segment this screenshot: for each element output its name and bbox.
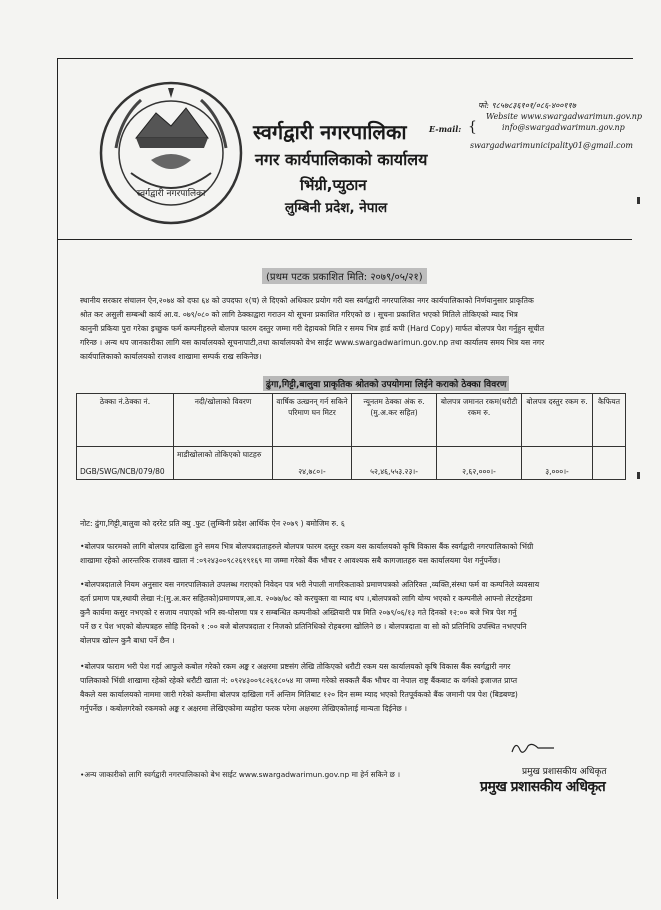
para-line: पर्ने छ र पेश भएको बोल्पत्रहरु सोहि दिनको १ :०० बजे बोलपत्रदाता र निजको प्रतिनिधिको रोहबरमा खोलिने छ । बोलपत्रदाता वा सो को प्रतिनिधि उपस्थित नभएपनि (80, 622, 527, 631)
publication-date: (प्रथम पटक प्रकाशित मिति: २०७९/०५/२१) (262, 268, 427, 284)
edge-mark (637, 472, 640, 479)
table-header-row (77, 394, 626, 447)
bid-form-paragraph (80, 540, 622, 568)
header-divider (57, 239, 632, 240)
para-line: बोलपत्र खोल्न कुनै बाधा पर्ने छैन । (80, 636, 175, 645)
para-line: पालिकाको भिंग्री शाखामा रहेको रहेको धरौटी खाता नं: ०९२४३००९८२६१८०५४ मा जम्मा गरेको सक्कलै बैंक भौचर वा नेपाल राष्ट्र बैंकबाट क वर्गको इजाजत प्राप्त (80, 676, 518, 685)
col-header: ठेक्का नं.ठेक्का नं. (77, 394, 174, 447)
contract-table (76, 393, 626, 480)
email-label: E-mail: (429, 124, 462, 134)
email-brace: { (468, 119, 477, 135)
para-line: दर्ता प्रमाण पत्र,स्थायी लेखा नं:(मु.अ.कर सहितको)प्रमाणपत्र,आ.व. २०७७/७८ को करचुक्ता वा म्याद थप ।,बोलपत्रको लागि योग्य भएको र कम्पनीले आफ्नो लेटरहेडमा (80, 594, 533, 603)
col-header: बोलपत्र दस्तुर रकम रु. (522, 394, 593, 447)
para-line: •बोलपत्रदाताले नियम अनुसार यस नगरपालिकाले उपलब्ध गराएको निवेदन पत्र भरी नेपाली नागरिकताको प्रमाणपत्रको अतिरिक्त ,व्यक्ति,संस्था फर्म वा कम्पनिले व्यवसाय (80, 580, 540, 589)
office-name: नगर कार्यपालिकाको कार्यालय (255, 150, 428, 169)
para-line: •बोलपत्र फाराम भरी पेश गर्दा आफुले कबोल गरेको रकम अङ्क र अक्षरमा प्रष्टसंग लेखि तोकिएको धरौटी रकम यस कार्यालयको कृषि विकास बैंक स्वर्गद्वारी नगर (80, 662, 511, 671)
table-row (77, 447, 626, 480)
para-line: बैकले यस कार्यालयको नाममा जारी गरेको कम्तीमा बोलपत्र दाखिला गर्ने अन्तिम मितिबाट १२० दिन सम्म म्याद भएको रितपूर्वकको बैंक जमानी पत्र पेश (बिडबण्ड) (80, 690, 518, 699)
officer-stamp: प्रमुख प्रशासकीय अधिकृत (480, 779, 606, 795)
col-header: वार्षिक उत्खनन् गर्न सकिने परिमाण घन मिटर (273, 394, 352, 447)
intro-paragraph (80, 294, 622, 364)
para-line: कुनै कार्यमा कसुर नभएको र सजाय नपाएको भनि स्व-घोसणा पत्र र सम्बन्धित कम्पनीको अख्तियारी पत्र मिति २०७९/०६/१३ गते दिनको १२:०० बजे भित्र पेश गर्नु (80, 608, 517, 617)
col-header: नदी/खोलाको विवरण (174, 394, 273, 447)
deposit-paragraph (80, 660, 622, 716)
emblem-text: स्वर्गद्वारी नगरपालिका (136, 189, 206, 199)
intro-line: कानुनी प्रकिया पुरा गरेका इच्छुक फर्म कम्पनीहरुले बोलपत्र फारम दस्तुर जम्मा गरी देहायको मिति र समय भित्र हार्ड कपी (Hard Copy) मार्फत बोलपत्र पेश गर्नुहुन सूचीत (80, 324, 545, 333)
table-title: ढुंगा,गिट्टी,बालुवा प्राकृतिक श्रोतको उपयोगमा लिईने कराको ठेक्का विवरण (263, 376, 509, 391)
contact-email-1[interactable]: info@swargadwarimun.gov.np (502, 123, 625, 132)
para-line: •बोलपत्र फारमको लागि बोलपत्र दाखिला हुने समय भित्र बोलपत्रदाताहरुले बोलपत्र फारम दस्तुर रकम यस कार्यालयको कृषि विकास बैंक स्वर्गद्वारी नगरपालिकाको भिंग्री (80, 542, 534, 551)
table-cell: ३,०००।- (522, 447, 593, 480)
contact-website[interactable]: Website www.swargadwarimun.gov.np (486, 112, 643, 121)
table-cell: माडीखोलाको तोकिएको घाटहरु (174, 447, 273, 480)
contact-phone: फो: ९८५७८३६१०१/०८६-४००११७ (478, 101, 576, 110)
intro-line: श्रोत कर असुली सम्बन्धी कार्य आ.व. ०७९/०८० को लागि ठेक्काद्वारा गराउन यो सूचना प्रकाशित गरिएको छ । सूचना प्रकाशित भएको मितिले तोकिएको म्याद भित्र (80, 310, 518, 319)
col-header: कैफियत (593, 394, 626, 447)
intro-line: कार्यपालिकाको कार्यालयको राजश्व शाखामा सम्पर्क राख सकिनेछ। (80, 352, 262, 361)
contact-email-2[interactable]: swargadwarimunicipality01@gmail.com (470, 141, 633, 150)
rate-note: नोट: ढुंगा,गिट्टी,बालुवा को दररेट प्रति क्यु .फुट (लुम्बिनी प्रदेश आर्थिक ऐन २०७९ ) बमोजिम रु. ६ (80, 519, 345, 528)
para-line: गर्नुपर्नेछ । कबोलगरेको रकमको अङ्क र अक्षरमा लेखिएकोमा व्यहोरा फरक परेमा अक्षरमा लेखिएकोलाई मान्यता दिईनेछ । (80, 704, 407, 713)
table-cell (593, 447, 626, 480)
table-cell: २,६२,०००।- (437, 447, 522, 480)
col-header: न्यूनतम ठेक्का अंक रु.(मु.अ.कर सहित) (352, 394, 437, 447)
table-cell: २४,७८०।- (273, 447, 352, 480)
edge-mark (637, 197, 640, 204)
municipality-emblem-icon (96, 78, 246, 228)
intro-line: गरिन्छ । अन्य थप जानकारीका लागि यस कार्यालयको सूचनापाटी,तथा कार्यालयको वेभ साईट www.swargadwarimun.gov.np तथा कार्यालय समय भित्र यस नगर (80, 338, 545, 347)
province-name: लुम्बिनी प्रदेश, नेपाल (285, 200, 388, 216)
office-place: भिंग्री,प्युठान (300, 176, 367, 194)
eligibility-paragraph (80, 578, 622, 648)
officer-title-small: प्रमुख प्रशासकीय अधिकृत (522, 767, 607, 777)
intro-line: स्थानीय सरकार संचालन ऐन,२०७४ को दफा ६४ को उपदफा १(च) ले दिएको अधिकार प्रयोग गरी यस स्वर्गद्वारी नगरपालिका नगर कार्यपालिकाको निर्णयानुसार प्राकृतिक (80, 296, 534, 305)
municipality-name: स्वर्गद्वारी नगरपालिका (253, 120, 407, 144)
para-line: शाखामा रहेको आरन्तरिक राजश्व खाता नं :०९२४३००९८२६१९१६९ मा जम्मा गरेको बैंक भौचर र आवश्यक सबै कागजातहरु यस कार्यालयमा पेश गर्नुपर्नेछ। (80, 556, 501, 565)
col-header: बोलपत्र जमानत रकम(धरौटी रकम रु. (437, 394, 522, 447)
signature-icon (508, 738, 558, 758)
footer-note: •अन्य जाकारीको लागि स्वर्गद्वारी नगरपालिकाको बेभ साईट www.swargadwarimun.gov.np मा हेर्न सकिने छ । (80, 770, 401, 779)
table-cell: ५२,४६,५५३.२३।- (352, 447, 437, 480)
table-cell: DGB/SWG/NCB/079/80 (77, 447, 174, 480)
